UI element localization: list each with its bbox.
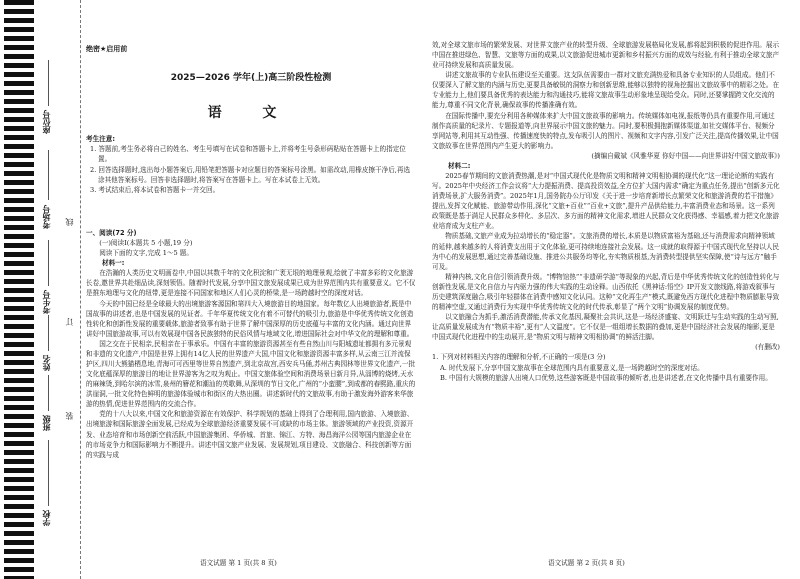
binding-margin [36, 0, 81, 579]
paragraph: 物质基础,文旅产业成为拉动增长的“稳定器”。文旅消费的增长,本质是以物质富裕为基础,还与消费需求向精神领域的延伸,越来越多的人将消费支出用于文化体验,更可持续地连接社会发展。这一成就的取得源于中国式现代化坚持以人民为中心的发展思想,通过完善基础设施、推进公共服务均等化,夯实物质根基,为消费转型提供坚实保障,使“诗与远方”触手可及。 [432, 232, 780, 271]
name-field-label: 姓名 [41, 355, 51, 371]
source-citation: (摘编自戴斌《风雅华夏 你好中国——向世界讲好中国文旅故事》) [591, 151, 780, 160]
notice-block [86, 134, 416, 195]
class-write-line[interactable] [48, 375, 49, 411]
paragraph: 今天的中国已经是全球最大的出境旅游客源国和第四大入境旅游目的地国家。每年数亿人出境旅游者,既是中国故事的讲述者,也是中国发展的见证者。千年华夏传统文化有着不可替代的吸引力,旅游是中华优秀传统文化创造性转化和创新性发展的重要载体,旅游者致事有助于世界了解中国深厚的历史底蕴与丰富的文化内涵。通过向世界讲好中国旅游故事,可以有效展现中国各民族独特的民俗风情与地域文化,增进国际社会对中华文化的理解和尊重。 [86, 299, 414, 338]
paragraph: 国之交在于民相亲,民相亲在于事承乐。中国有丰富的旅游资源甚至有些自然山川与阳城遗址都拥有多元景观和非遗的文化遗产,中国是世界上拥有14亿人民的世界遗产大国,中国文化和旅游资源丰富多样,从云南三江并流保护区,四川大熊猫栖息地,青海可可西里等世界自然遗产,到北京故宫,西安兵马俑,苏州古典园林等世界文化遗产,一批文化底蕴深厚的旅游目的地让世界游客为之叹为观止。中国文旅体验空间和消费场景日新月异,从淄博的烧烤,天水的麻辣烫,到哈尔滨的冰雪,泉州的簪花和潮汕的英歌舞,从深圳的节日文化,广州的“小蛮腰”,到成都的春熙路,重庆的洪崖洞,一批文化特色鲜明的旅游体验城市和街区的大热出圈。讲述新时代的文旅故事,有助于激发海外游客来华旅游的热情,促进世界范围内的交流合作。 [86, 339, 416, 409]
room-write-line[interactable] [48, 150, 49, 200]
room-field-label: 考场号 [41, 205, 51, 229]
option-b: B. 中国有大规模的旅游人出境人口优势,这些游客既是中国故事的倾听者,也是讲述者,在文化传播中具有重要作用。 [440, 373, 772, 382]
source-note: (有删改) [755, 343, 780, 352]
binding-barcode-strip [4, 0, 34, 579]
exam-title: 2025—2026 学年(上)高三阶段性检测 [170, 73, 332, 83]
material-two-label: 材料二: [448, 161, 471, 170]
name-write-line[interactable] [48, 315, 49, 351]
question-1: 1. 下列对材料相关内容的理解和分析,不正确的一项是(3 分) [432, 353, 606, 362]
school-write-line[interactable] [48, 440, 49, 506]
paragraph: 党的十八大以来,中国文化和旅游资源在有效保护、科学规划的基础上得到了合理利用,国内旅游、入境旅游、出境旅游和国际旅游全面发展,已经成为全球旅游经济重要发展不可或缺的市场主体。旅游领域的产业投资,资源开发、业态培育和市场创新空前活跃,中国旅游集团、华侨城、首旅、锦江、方特、海昌海洋公园等国内旅游企业在的市场竞争力和国际影响力不断提升。讲述中国文旅产业发展、发展规划,项目建设、文旅融合、科技创新等方面的实践与成 [86, 410, 414, 459]
cut-mark-line: 线 [65, 218, 74, 226]
page-footer-right: 语文试题 第 2 页(共 8 页) [548, 559, 625, 567]
paragraph: 精神内核,文化自信引领消费升级。“博物馆热”“非遗研学游”等现象的兴起,背后是中华优秀传统文化的创造性转化与创新性发展,是文化自信力与内驱力强的伟大实践的生动诠释。山西依托《黑神话:悟空》IP开发文旅线路,将游戏叙事与历史建筑深度融合,吸引年轻群体在消费中感知文化认同。这种“文化再生产”模式,既避免西方现代化进程中物质膨胀导致的精神空虚,又通过消费行为实现中华优秀传统文化的时代传承,彰显了“两个文明”协调发展的制度优势。 [432, 272, 780, 312]
subject-title: 语 文 [207, 105, 295, 121]
cut-mark-seal: 订 [65, 318, 74, 326]
cut-mark-bind: 装 [65, 412, 74, 420]
paragraph: 以文旅融合为抓手,激活消费潜能,传承文化基因,凝聚社会共识,这是一场经济盛宴、文明跃迁与生动实践的生动写照,让高质量发展成为有“物质丰裕”,更有“人文温度”。它不仅是一组组增长数据的叠加,更是中国经济社会发展的缩影,更是中国式现代化进程中的生动展开,是“物质文明与精神文明相协调”的鲜活注脚。 [432, 313, 779, 342]
paragraph: 讲述文旅故事的专业队伍建设至关重要。这支队伍需要由一群对文旅充满热爱和具备专业知识的人员组成。他们不仅要深入了解文旅的内涵与历史,更要具备敏锐的洞察力和创新思维,能够以独特的视角挖掘出文旅故事中的精彩之处。在专业能力上,他们要具备优秀的表达能力和沟通技巧,能将文旅故事生动形象地呈现给受众。同时,还要掌握跨文化交流的能力,尊重不同文化背景,确保故事的传播准确有效。 [432, 71, 780, 110]
seat-field-label: 座位号 [41, 110, 51, 134]
notice-item: 2. 回答选择题时,选出每小题答案后,用铅笔把答题卡对应题目的答案标号涂黑。如需改动,用橡皮擦干净后,再选涂其他答案标号。回答非选择题时,将答案写在答题卡上。写在本试卷上无效。 [90, 165, 411, 184]
paragraph: 在国际传播中,要充分利用各种媒体来扩大中国文旅故事的影响力。传统媒体如电视,报纸等仍具有重要作用,可通过制作高质量的纪录片、专题报道等,向世界展示中国文旅的魅力。同时,要积极拥抱新媒体渠道,如社交媒体平台、视频分享网站等,利用其互动性强、传播速度快的特点,发布吸引人的图片、视频和文字内容,引发广泛关注,提高传播效果,让中国文旅故事在世界范围内产生更大的影响力。 [432, 111, 779, 150]
subsection-heading: (一)阅读Ⅰ(本题共 5 小题,19 分) [99, 239, 193, 248]
reading-section [86, 228, 416, 460]
class-field-label: 班级 [41, 415, 51, 431]
examno-field-label: 考生号 [41, 290, 51, 314]
confidential-mark: 绝密★启用前 [86, 45, 128, 53]
page-two-column [432, 40, 780, 383]
section-heading: 一、阅读(72 分) [86, 229, 137, 237]
school-field-label: 学校 [41, 510, 51, 526]
paragraph: 2025春节期间的文旅消费热潮,是对“中国式现代化是物质文明和精神文明相协调的现代化”这一理论论断的实践有写。2025年中央经济工作会议将“大力提振消费、提高投资效益,全方位扩大国内需求”确定为重点任务,提出“创新多元化消费场景,扩大服务消费”。2025年1月,国务院办公厅印发《关于进一步培育新增长点繁荣文化和旅游消费的若干措施》提出,发挥文化赋能、旅游带动作用,深化“文旅+百业”“百业+文旅”,提升产品供给能力,丰富消费业态和场景。这一系列政策既是基于满足人民群众多样化、多层次、多方面的精神文化需求,增进人民群众文化获得感、幸福感,着力把文化旅游业培育成为支柱产业。 [432, 172, 780, 231]
notice-item: 1. 答题前,考生务必将自己的姓名、考生号填写在试卷和答题卡上,并将考生号条形码粘贴在答题卡上的指定位置。 [90, 145, 406, 164]
examno-write-line[interactable] [48, 240, 49, 286]
option-a: A. 时代发展下,分享中国文旅故事在全球范围内具有重要意义,是一场跨越时空的深度对话。 [440, 363, 704, 372]
paragraph: 在浩瀚的人类历史文明画卷中,中国以其数千年的文化积淀和广袤无垠的地理景观,绘就了丰富多彩的文化旅游长卷,邀世界共赴细品读,深刻领悟。随着时代发展,分享中国文旅发展成果已成为世界范围内共有重要意义。它不仅是推东地理与文化的纽带,更是连接不同国家和地区人们心灵的桥梁,是一场跨越时空的深度对话。 [86, 269, 416, 298]
notice-title: 考生注意: [86, 135, 116, 143]
page-footer-left: 语文试题 第 1 页(共 8 页) [200, 559, 277, 567]
reading-instruction: 阅读下面的文字,完成 1～5 题。 [99, 249, 193, 258]
seat-write-line[interactable] [48, 60, 49, 106]
material-one-label: 材料一: [102, 259, 125, 268]
notice-item: 3. 考试结束后,将本试卷和答题卡一并交回。 [90, 186, 220, 195]
paragraph: 效,对全球文旅市场的繁荣发展、对世界文旅产业的转型升级、全球旅游发展格局化发展,都将起到积极的促进作用。展示中国在推进绿色、智慧、文旅等方面的成果,以文旅游促进城市更新和乡村振兴方面的成效与经验,有利于推动全球文旅产业可持续发展和高质量发展。 [432, 41, 780, 70]
